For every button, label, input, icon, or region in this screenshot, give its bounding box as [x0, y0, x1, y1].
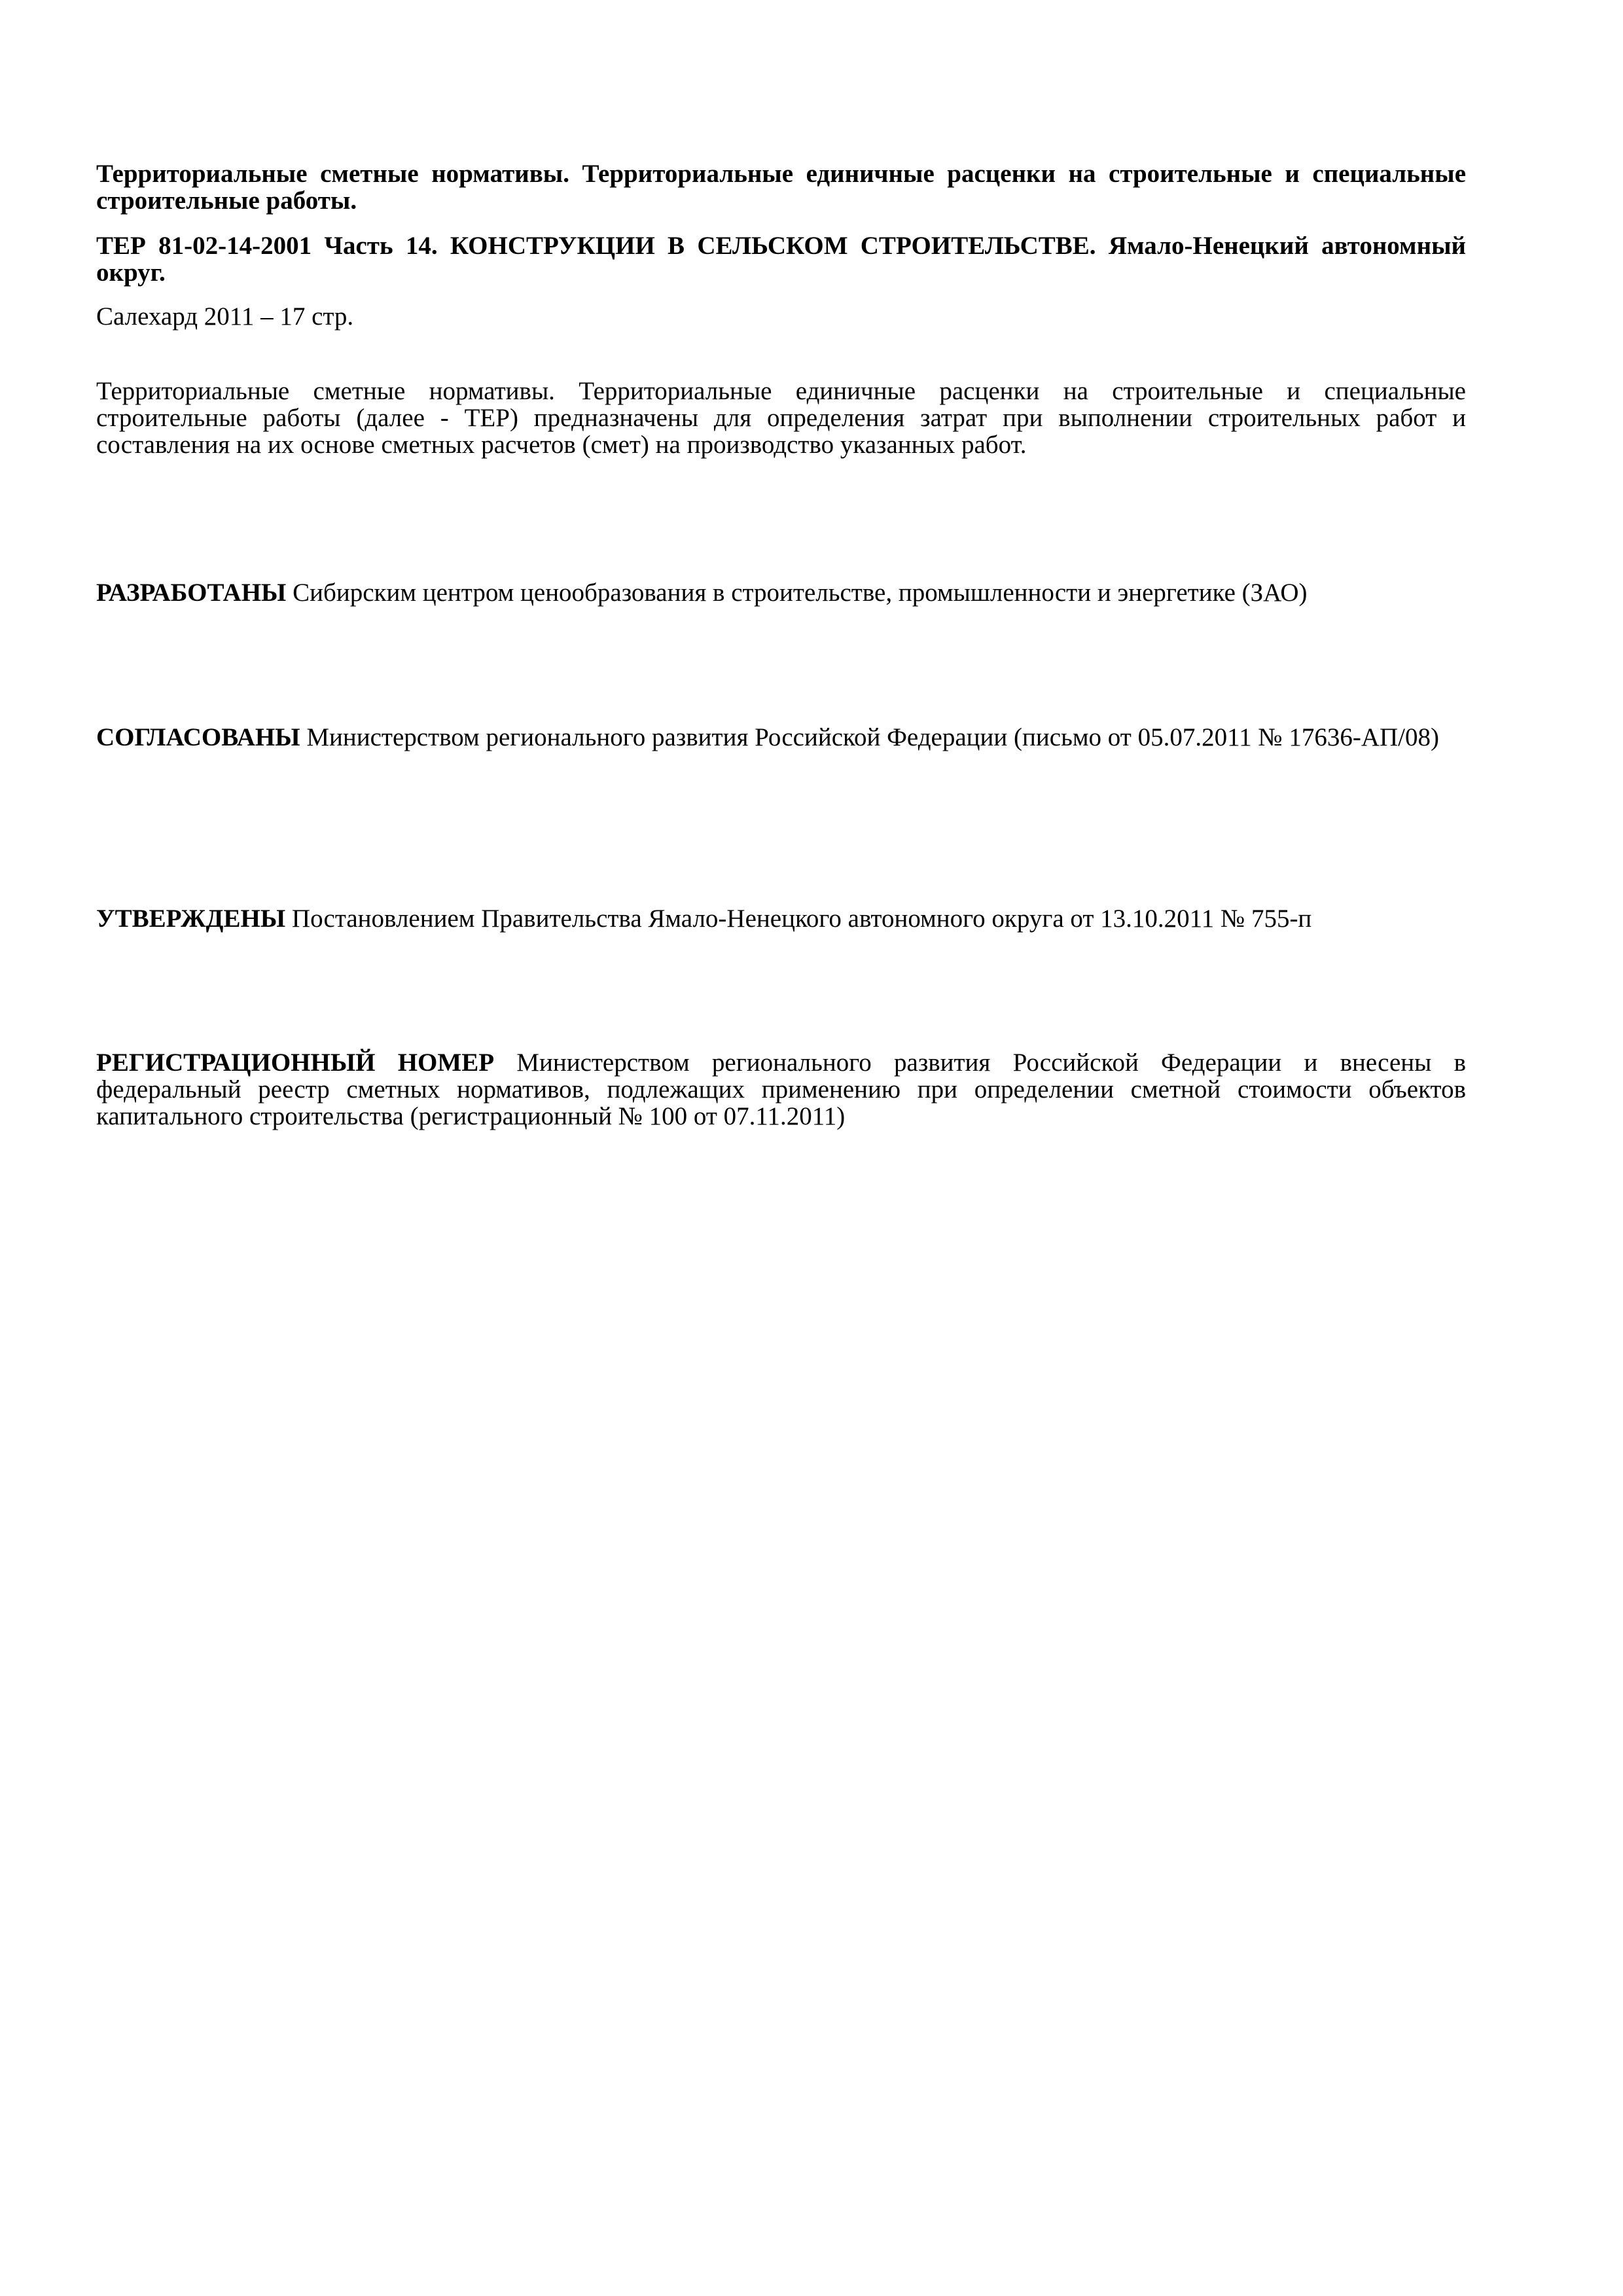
agreed-text: Министерством регионального развития Российской Федерации (письмо от 05.07.2011 № 17636-АП/08): [306, 723, 1439, 751]
developed-section: [96, 579, 1466, 606]
document-description: Территориальные сметные нормативы. Территориальные единичные расценки на строительные и специальные строительные работы (далее - ТЕР) предназначены для определения затрат при выполнении строительных работ и составления на их основе сметных расчетов (смет) на производство указанных работ.: [96, 377, 1466, 459]
developed-text: Сибирским центром ценообразования в строительстве, промышленности и энергетике (ЗАО): [293, 579, 1308, 607]
developed-label: РАЗРАБОТАНЫ: [96, 579, 287, 607]
approved-label: УТВЕРЖДЕНЫ: [96, 905, 286, 933]
registration-label: РЕГИСТРАЦИОННЫЙ НОМЕР: [96, 1049, 495, 1077]
registration-section: [96, 1049, 1466, 1130]
registration-text: Министерством регионального развития Российской Федерации и внесены в федеральный реестр сметных нормативов, подлежащих применению при определении сметной стоимости объектов капитального строительства (регистрационный № 100 от 07.11.2011): [96, 1049, 1466, 1130]
document-imprint: Салехард 2011 – 17 стр.: [96, 302, 354, 331]
agreed-section: [96, 724, 1466, 751]
document-title: Территориальные сметные нормативы. Территориальные единичные расценки на строительные и специальные строительные работы.: [96, 160, 1466, 215]
document-designation: ТЕР 81-02-14-2001 Часть 14. КОНСТРУКЦИИ В СЕЛЬСКОМ СТРОИТЕЛЬСТВЕ. Ямало-Ненецкий автономный округ.: [96, 232, 1466, 287]
agreed-label: СОГЛАСОВАНЫ: [96, 723, 300, 751]
approved-text: Постановлением Правительства Ямало-Ненецкого автономного округа от 13.10.2011 № 755-п: [291, 905, 1312, 933]
approved-section: [96, 905, 1466, 932]
